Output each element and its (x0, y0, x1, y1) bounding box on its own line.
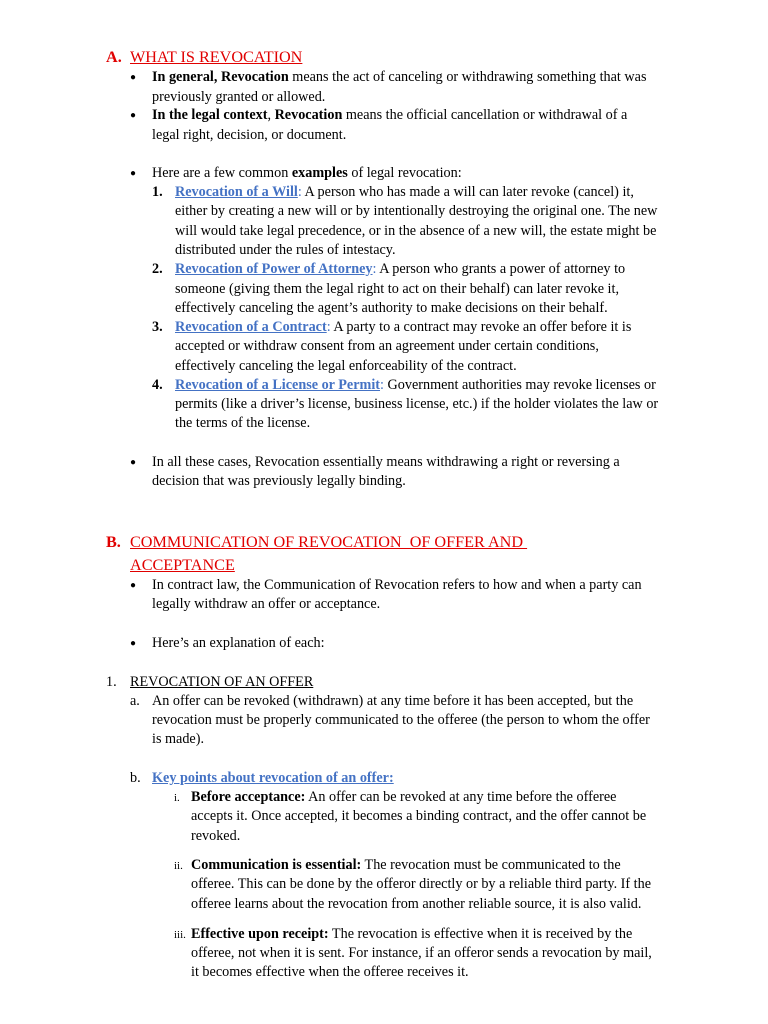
example-1 (175, 183, 695, 202)
example-2-line1: A person who grants a power of attorney to (376, 261, 626, 277)
point-i-number: i. (174, 792, 180, 804)
definition-legal (152, 106, 712, 125)
bullet-icon: ● (130, 580, 137, 591)
example-1-line4: distributed under the rules of intestacy. (175, 242, 396, 258)
colon: : (372, 261, 377, 277)
point-ii-number: ii. (174, 860, 183, 872)
example-2-line3: effectively canceling the agent’s authority to make decisions on their behalf. (175, 300, 608, 316)
bullet-icon: ● (130, 110, 137, 121)
bullet-icon: ● (130, 638, 137, 649)
section-a-letter: A. (106, 48, 122, 66)
colon: : (326, 319, 331, 335)
point-iii-number: iii. (174, 929, 186, 941)
definition-general-line2: previously granted or allowed. (152, 89, 326, 105)
point-ii-line3: offeree learns about the revocation from another reliable source, it is also valid. (191, 896, 642, 912)
section-a-heading: WHAT IS REVOCATION (130, 48, 303, 66)
subsection-1-heading: REVOCATION OF AN OFFER (130, 674, 314, 690)
example-1-line3: will would take legal precedence, or in the absence of a new will, the estate might be (175, 223, 657, 239)
example-4-line3: the terms of the license. (175, 415, 311, 431)
bullet-icon: ● (130, 168, 137, 179)
item-b-title-link[interactable]: Key points about revocation of an offer: (152, 770, 394, 786)
examples-intro (152, 164, 462, 183)
example-4-title-link[interactable]: Revocation of a License or Permit (175, 377, 381, 393)
summary-line2: decision that was previously legally binding. (152, 473, 406, 489)
point-iii-line3: it becomes effective when the offeree receives it. (191, 964, 469, 980)
point-ii (191, 856, 701, 875)
item-a-label: a. (130, 693, 140, 709)
examples-intro-post: of legal revocation: (347, 165, 462, 181)
point-ii-bold: Communication is essential: (191, 857, 362, 873)
definition-legal-term2: Revocation (274, 107, 343, 123)
point-iii (191, 925, 701, 944)
point-iii-line2: offeree, not when it is sent. For instance, if an offeror sends a revocation by mail, (191, 945, 652, 961)
section-b-heading-line2: ACCEPTANCE (130, 556, 235, 574)
example-3-line3: effectively canceling the legal enforceability of the contract. (175, 358, 517, 374)
example-3-line2: accepted or withdraw consent from an agreement under certain conditions, (175, 338, 599, 354)
definition-legal-text: means the official cancellation or withdrawal of a (342, 107, 628, 123)
example-1-number: 1. (152, 184, 163, 200)
colon: : (297, 184, 302, 200)
section-b-heading-line1: COMMUNICATION OF REVOCATION OF OFFER AND (130, 533, 528, 551)
item-a-line1: An offer can be revoked (withdrawn) at any time before it has been accepted, but the (152, 693, 634, 709)
section-b-letter: B. (106, 533, 121, 551)
example-3 (175, 318, 695, 337)
definition-general-text: means the act of canceling or withdrawing something that was (288, 69, 647, 85)
contract-law-line1: In contract law, the Communication of Revocation refers to how and when a party can (152, 577, 642, 593)
example-3-title-link[interactable]: Revocation of a Contract (175, 319, 327, 335)
point-iii-line1: The revocation is effective when it is received by the (328, 926, 633, 942)
point-iii-bold: Effective upon receipt: (191, 926, 329, 942)
bullet-icon: ● (130, 72, 137, 83)
example-1-title-link[interactable]: Revocation of a Will (175, 184, 298, 200)
point-ii-line2: offeree. This can be done by the offeror directly or by a reliable third party. If the (191, 876, 651, 892)
item-b-label: b. (130, 770, 141, 786)
colon: : (380, 377, 384, 393)
subsection-1-number: 1. (106, 674, 117, 690)
example-3-number: 3. (152, 319, 163, 335)
summary-line1: In all these cases, Revocation essentially means withdrawing a right or reversing a (152, 454, 620, 470)
contract-law-line2: legally withdraw an offer or acceptance. (152, 596, 381, 612)
item-a-line3: is made). (152, 731, 205, 747)
comma: , (267, 107, 275, 123)
point-i-line2: accepts it. Once accepted, it becomes a binding contract, and the offer cannot be (191, 808, 647, 824)
example-2-number: 2. (152, 261, 163, 277)
definition-general (152, 68, 712, 87)
definition-legal-term: In the legal context (152, 107, 268, 123)
example-4-number: 4. (152, 377, 163, 393)
point-i (191, 788, 701, 807)
point-i-bold: Before acceptance: (191, 789, 306, 805)
example-4 (175, 376, 705, 395)
examples-intro-pre: Here are a few common (152, 165, 292, 181)
explanation-intro: Here’s an explanation of each: (152, 635, 325, 651)
example-2-line2: someone (giving them the legal right to act on their behalf) can later revoke it, (175, 281, 619, 297)
examples-intro-bold: examples (291, 165, 348, 181)
example-2 (175, 260, 695, 279)
point-ii-line1: The revocation must be communicated to the (361, 857, 621, 873)
example-1-line1: A person who has made a will can later revoke (cancel) it, (301, 184, 634, 200)
example-1-line2: either by creating a new will or by intentionally destroying the original one. The new (175, 203, 658, 219)
definition-general-term: In general, Revocation (152, 69, 289, 85)
bullet-icon: ● (130, 457, 137, 468)
example-4-line1: Government authorities may revoke licenses or (383, 377, 656, 393)
example-2-title-link[interactable]: Revocation of Power of Attorney (175, 261, 373, 277)
point-i-line1: An offer can be revoked at any time before the offeree (305, 789, 617, 805)
example-4-line2: permits (like a driver’s license, business license, etc.) if the holder violates the law or (175, 396, 659, 412)
item-a-line2: revocation must be properly communicated to the offeree (the person to whom the offer (152, 712, 650, 728)
point-i-line3: revoked. (191, 828, 241, 844)
example-3-line1: A party to a contract may revoke an offer before it is (330, 319, 632, 335)
definition-legal-line2: legal right, decision, or document. (152, 127, 347, 143)
